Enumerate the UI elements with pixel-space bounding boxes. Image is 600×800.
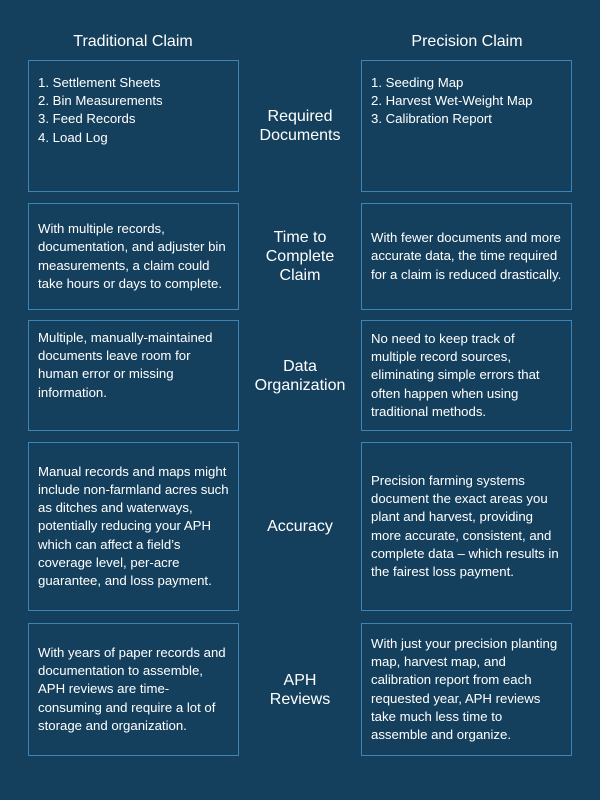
precision-accuracy-box (361, 442, 572, 611)
precision-aph-reviews-text: With just your precision planting map, harvest map, and calibration report from each requested year, APH reviews take much less time to assemble and organize. (371, 635, 558, 742)
precision-accuracy-text: Precision farming systems document the exact areas you plant and harvest, providing more accurate, consistent, and complete data – which results in the fairest loss payment. (371, 472, 559, 579)
traditional-aph-reviews-box (28, 623, 239, 756)
row-label-accuracy: Accuracy (267, 518, 333, 535)
traditional-data-organization-text: Multiple, manually-maintained documents leave room for human error or missing information. (38, 330, 213, 400)
row-label-required-documents: Required Documents (259, 108, 341, 144)
row-label-data-organization (239, 320, 361, 431)
traditional-time-box (28, 203, 239, 310)
row-label-time-text: Time to Complete Claim (265, 229, 335, 284)
precision-claim-header: Precision Claim (411, 33, 523, 50)
traditional-accuracy-box (28, 442, 239, 611)
precision-data-organization-text: No need to keep track of multiple record sources, eliminating simple errors that often happen when using traditional methods. (371, 330, 540, 419)
precision-document-item: 2. Harvest Wet-Weight Map (371, 93, 533, 109)
traditional-data-organization-box (28, 320, 239, 431)
row-label-aph-reviews (239, 623, 361, 756)
traditional-claim-header: Traditional Claim (73, 33, 193, 50)
traditional-required-documents-box (28, 60, 239, 192)
precision-document-item: 3. Calibration Report (371, 111, 492, 127)
traditional-document-item: 1. Settlement Sheets (38, 75, 161, 90)
traditional-document-item: 3. Feed Records (38, 111, 136, 127)
traditional-aph-reviews-text: With years of paper records and documentation to assemble, APH reviews are time-consuming and require a lot of storage and organization. (38, 644, 226, 733)
row-label-data-organization-text: Data Organization (254, 357, 346, 394)
traditional-time-text: With multiple records, documentation, and adjuster bin measurements, a claim could take hours or days to complete. (38, 221, 226, 291)
traditional-document-item: 4. Load Log (38, 129, 108, 145)
precision-document-item: 1. Seeding Map (371, 75, 464, 90)
precision-required-documents-box (361, 60, 572, 192)
precision-aph-reviews-box (361, 623, 572, 756)
traditional-document-item: 2. Bin Measurements (38, 93, 163, 109)
precision-data-organization-box (361, 320, 572, 431)
precision-time-text: With fewer documents and more accurate data, the time required for a claim is reduced drastically. (371, 230, 562, 282)
traditional-accuracy-text: Manual records and maps might include non-farmland acres such as ditches and waterways, potentially reducing your APH which can affect a field’s coverage level, per-acre guarantee, and loss payment. (38, 463, 229, 588)
row-label-time-to-complete-claim (239, 203, 361, 310)
precision-time-box (361, 203, 572, 310)
row-label-aph-reviews-text: APH Reviews (269, 671, 331, 708)
